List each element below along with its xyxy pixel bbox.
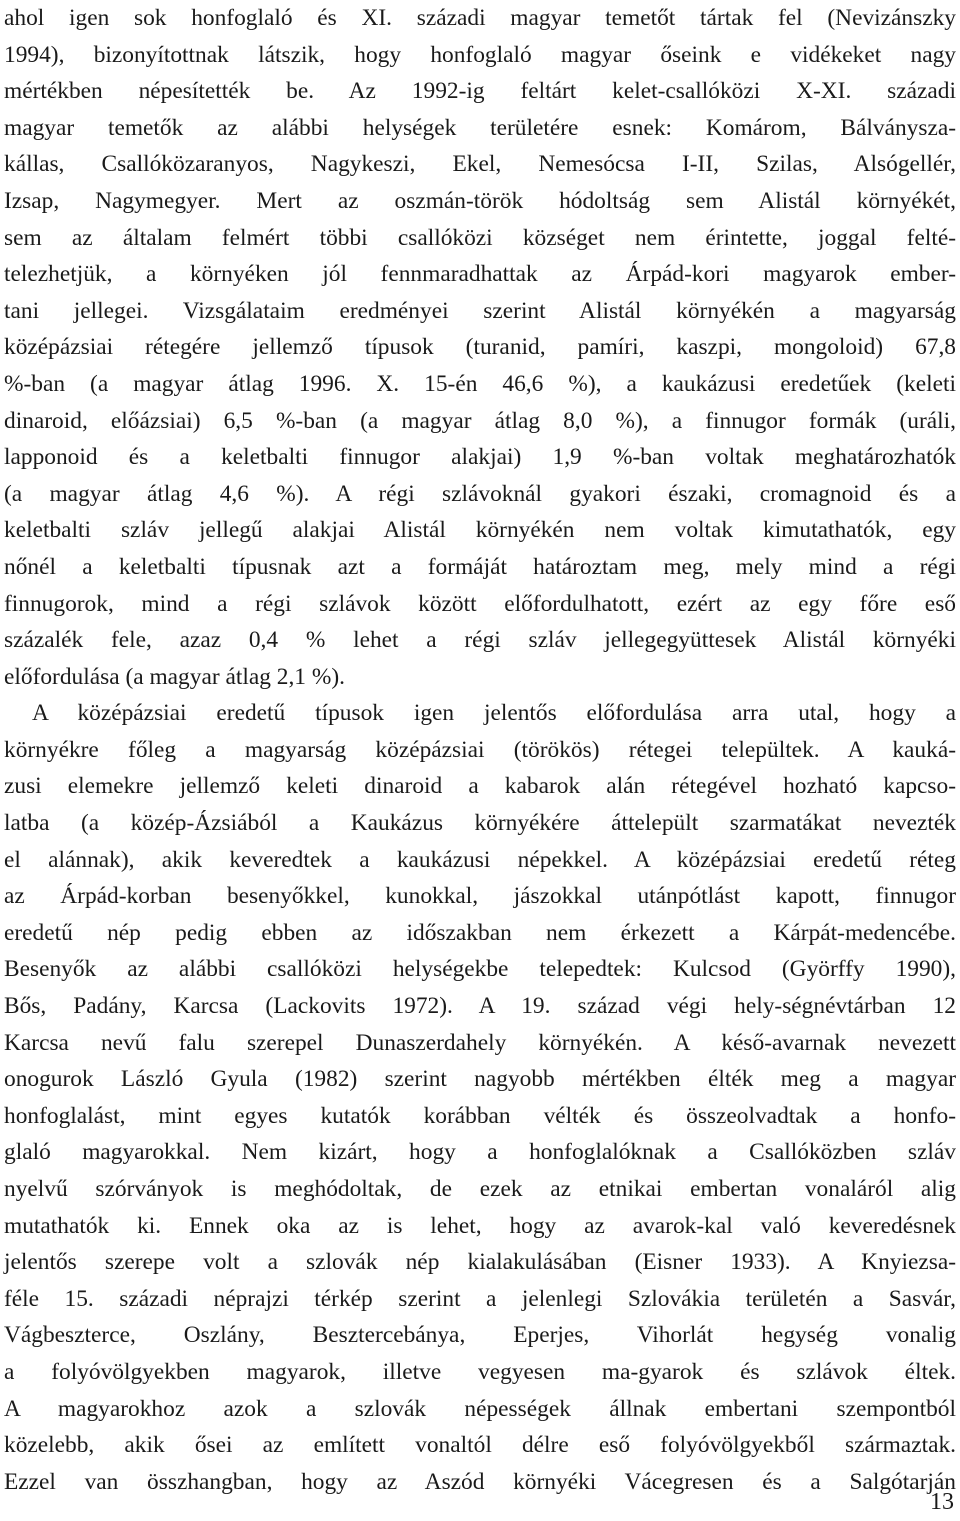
text-line: környékre főleg a magyarság középázsiai (törökös) rétegei települtek. A kauká- [4, 736, 956, 763]
text-line: Ezzel van összhangban, hogy az Aszód környéki Vácegresen és a Salgótarján [4, 1468, 956, 1495]
document-page [4, 0, 956, 1521]
text-line: telezhetjük, a környéken jól fennmaradhattak az Árpád-kori magyarok ember- [4, 261, 956, 288]
text-line: mértékben népesítették be. Az 1992-ig feltárt kelet-csallóközi X-XI. századi [4, 78, 956, 105]
text-line: kállas, Csallóközaranyos, Nagykeszi, Ekel, Nemesócsa I-II, Szilas, Alsógellér, [4, 151, 956, 178]
text-line: (a magyar átlag 4,6 %). A régi szlávoknál gyakori északi, cromagnoid és a [4, 480, 956, 507]
text-line: Karcsa nevű falu szerepel Dunaszerdahely környékén. A késő-avarnak nevezett [4, 1029, 956, 1056]
text-line: a folyóvölgyekben magyarok, illetve vegyesen ma-gyarok és szlávok éltek. [4, 1358, 956, 1385]
text-line: Bős, Padány, Karcsa (Lackovits 1972). A 19. század végi hely-ségnévtárban 12 [4, 993, 956, 1020]
text-line: el alánnak), akik keveredtek a kaukázusi népekkel. A középázsiai eredetű réteg [4, 846, 956, 873]
text-line: keletbalti szláv jellegű alakjai Alistál környékén nem voltak kimutathatók, egy [4, 517, 956, 544]
text-line: féle 15. századi néprajzi térkép szerint a jelenlegi Szlovákia területén a Sasvár, [4, 1285, 956, 1312]
text-line: 1994), bizonyítottnak látszik, hogy honfoglaló magyar őseink e vidékeket nagy [4, 41, 956, 68]
text-line: nőnél a keletbalti típusnak azt a formáját határoztam meg, mely mind a régi [4, 553, 956, 580]
text-line: előfordulása (a magyar átlag 2,1 %). [4, 663, 345, 690]
text-line: magyar temetők az alábbi helységek területére esnek: Komárom, Bálványsza- [4, 114, 956, 141]
text-line: latba (a közép-Ázsiából a Kaukázus környékére áttelepült szarmatákat nevezték [4, 810, 956, 837]
text-line: Vágbeszterce, Oszlány, Besztercebánya, Eperjes, Vihorlát hegység vonalig [4, 1322, 956, 1349]
body-text [4, 0, 956, 1500]
text-line: finnugorok, mind a régi szlávok között előfordulhatott, ezért az egy főre eső [4, 590, 956, 617]
text-line: onogurok László Gyula (1982) szerint nagyobb mértékben élték meg a magyar [4, 1066, 956, 1093]
text-line: Izsap, Nagymegyer. Mert az oszmán-török hódoltság sem Alistál környékét, [4, 187, 956, 214]
text-line: zusi elemekre jellemző keleti dinaroid a kabarok alán rétegével hozható kapcso- [4, 773, 956, 800]
text-line: eredetű nép pedig ebben az időszakban nem érkezett a Kárpát-medencébe. [4, 919, 956, 946]
text-line: nyelvű szórványok is meghódoltak, de ezek az etnikai embertan vonaláról alig [4, 1176, 956, 1202]
text-line: A középázsiai eredetű típusok igen jelentős előfordulása arra utal, hogy a [32, 700, 956, 727]
text-line: A magyarokhoz azok a szlovák népességek állnak embertani szempontból [4, 1395, 956, 1422]
text-line: glaló magyarokkal. Nem kizárt, hogy a honfoglalóknak a Csallóközben szláv [4, 1139, 956, 1166]
text-line: dinaroid, előázsiai) 6,5 %-ban (a magyar átlag 8,0 %), a finnugor formák (uráli, [4, 407, 956, 434]
text-line: százalék fele, azaz 0,4 % lehet a régi szláv jellegegyüttesek Alistál környéki [4, 627, 956, 654]
text-line: jelentős szerepe volt a szlovák nép kialakulásában (Eisner 1933). A Knyiezsa- [4, 1249, 956, 1276]
text-line: Besenyők az alábbi csallóközi helységekbe telepedtek: Kulcsod (Györffy 1990), [4, 956, 956, 983]
text-line: közelebb, akik ősei az említett vonaltól délre eső folyóvölgyekből származtak. [4, 1432, 956, 1459]
text-line: lapponoid és a keletbalti finnugor alakjai) 1,9 %-ban voltak meghatározhatók [4, 444, 956, 471]
text-line: %-ban (a magyar átlag 1996. X. 15-én 46,6 %), a kaukázusi eredetűek (keleti [4, 370, 956, 397]
text-line: ahol igen sok honfoglaló és XI. századi magyar temetőt tártak fel (Nevizánszky [4, 5, 956, 31]
text-line: középázsiai rétegére jellemző típusok (turanid, pamíri, kaszpi, mongoloid) 67,8 [4, 334, 956, 361]
text-line: tani jellegei. Vizsgálataim eredményei szerint Alistál környékén a magyarság [4, 297, 956, 324]
page-number: 13 [930, 1489, 954, 1515]
text-line: honfoglalást, mint egyes kutatók korábban vélték és összeolvadtak a honfo- [4, 1102, 956, 1129]
text-line: mutathatók ki. Ennek oka az is lehet, hogy az avarok-kal való keveredésnek [4, 1212, 956, 1239]
text-line: az Árpád-korban besenyőkkel, kunokkal, jászokkal utánpótlást kapott, finnugor [4, 883, 956, 910]
text-line: sem az általam felmért többi csallóközi községet nem érintette, joggal felté- [4, 224, 956, 251]
